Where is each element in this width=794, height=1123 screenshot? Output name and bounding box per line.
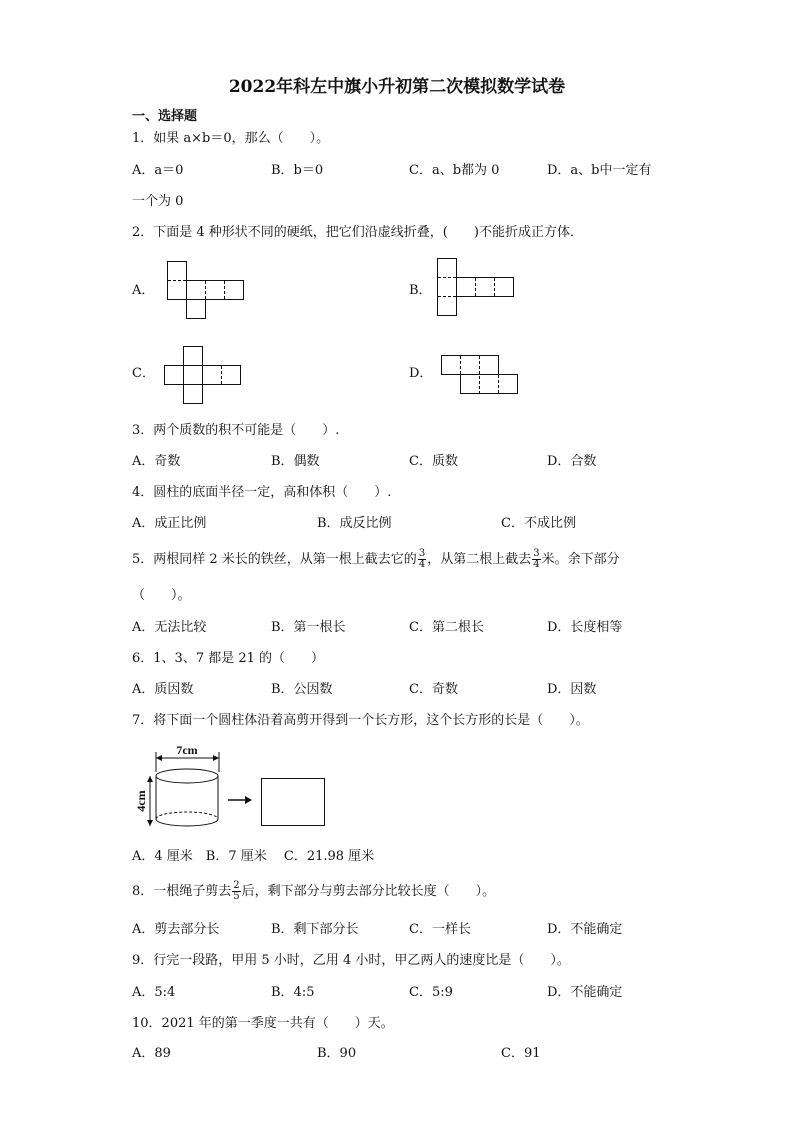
q3-option-c: C．质数 <box>409 454 458 469</box>
q8-text-part2: 后，剩下部分与剪去部分比较长度（ ）。 <box>241 884 496 899</box>
question-5-stem <box>132 545 620 575</box>
q1-option-b: B．b＝0 <box>271 163 324 178</box>
q5-fraction-1 <box>418 549 426 570</box>
q8-option-a: A．剪去部分长 <box>132 922 220 937</box>
q6-option-d: D．因数 <box>547 682 597 697</box>
q8-text-part1: 8．一根绳子剪去 <box>132 884 232 899</box>
cube-net-d-figure <box>441 355 523 397</box>
question-8-stem <box>132 877 495 907</box>
q7-options: A．4 厘米 B．7 厘米 C．21.98 厘米 <box>132 849 375 864</box>
q3-option-b: B．偶数 <box>271 454 320 469</box>
q6-option-a: A．质因数 <box>132 682 194 697</box>
q2-option-c: C． <box>132 366 155 381</box>
q5-fraction-2 <box>532 549 540 570</box>
cylinder-to-rectangle-figure <box>134 742 334 832</box>
q9-option-d: D．不能确定 <box>547 985 623 1000</box>
question-7-stem: 7．将下面一个圆柱体沿着高剪开得到一个长方形，这个长方形的长是（ ）。 <box>132 713 589 728</box>
q1-option-c: C．a、b都为 0 <box>409 163 500 178</box>
q5-option-c: C．第二根长 <box>409 620 484 635</box>
question-2-stem: 2．下面是 4 种形状不同的硬纸，把它们沿虚线折叠，( )不能折成正方体． <box>132 225 583 240</box>
q3-option-a: A．奇数 <box>132 454 181 469</box>
question-9-stem: 9．行完一段路，甲用 5 小时，乙用 4 小时，甲乙两人的速度比是（ ）。 <box>132 953 570 968</box>
q5-text-part2: ，从第二根上截去 <box>427 552 532 567</box>
q5-fraction-1-numerator: 3 <box>418 548 426 559</box>
q8-fraction-numerator: 2 <box>233 880 240 891</box>
q1-option-a: A．a＝0 <box>132 163 184 178</box>
q2-option-d: D． <box>409 366 433 381</box>
q1-option-d-continuation: 一个为 0 <box>132 194 184 209</box>
q2-option-a: A． <box>132 283 155 298</box>
q5-option-b: B．第一根长 <box>271 620 346 635</box>
q4-option-c: C．不成比例 <box>501 516 576 531</box>
q5-fraction-2-numerator: 3 <box>533 548 540 559</box>
q9-option-b: B．4:5 <box>271 985 315 1000</box>
cube-net-a-figure <box>167 261 247 321</box>
question-4-stem: 4．圆柱的底面半径一定，高和体积（ ）. <box>132 485 392 500</box>
q6-option-b: B．公因数 <box>271 682 333 697</box>
q4-option-a: A．成正比例 <box>132 516 207 531</box>
q8-option-d: D．不能确定 <box>547 922 623 937</box>
q9-option-c: C．5:9 <box>409 985 453 1000</box>
q5-option-d: D．长度相等 <box>547 620 623 635</box>
q5-stem-continuation: （ ）。 <box>132 588 191 603</box>
cylinder-height-label: 4cm <box>134 790 148 812</box>
q6-option-c: C．奇数 <box>409 682 458 697</box>
page-title: 2022年科左中旗小升初第二次模拟数学试卷 <box>228 77 566 97</box>
cube-net-b-figure <box>437 258 517 318</box>
q5-fraction-1-denominator: 4 <box>418 559 426 570</box>
q4-option-b: B．成反比例 <box>317 516 392 531</box>
q1-option-d: D．a、b中一定有 <box>547 163 652 178</box>
section-heading: 一、选择题 <box>132 109 198 124</box>
q8-fraction-denominator: 5 <box>233 891 240 902</box>
cylinder-width-label: 7cm <box>176 743 198 757</box>
q8-option-c: C．一样长 <box>409 922 471 937</box>
q10-option-c: C．91 <box>501 1046 541 1061</box>
q9-option-a: A．5:4 <box>132 985 176 1000</box>
q5-fraction-2-denominator: 4 <box>533 559 540 570</box>
question-6-stem: 6．1、3、7 都是 21 的（ ） <box>132 651 325 666</box>
q10-option-a: A．89 <box>132 1046 171 1061</box>
question-3-stem: 3．两个质数的积不可能是（ ）. <box>132 423 340 438</box>
q3-option-d: D．合数 <box>547 454 597 469</box>
q5-text-part1: 5．两根同样 2 米长的铁丝，从第一根上截去它的 <box>132 552 417 567</box>
question-10-stem: 10．2021 年的第一季度一共有（ ）天。 <box>132 1016 394 1031</box>
q8-fraction <box>232 881 240 902</box>
q2-option-b: B． <box>409 283 432 298</box>
q5-option-a: A．无法比较 <box>132 620 207 635</box>
q5-text-part3: 米。余下部分 <box>541 552 620 567</box>
q8-option-b: B．剩下部分长 <box>271 922 359 937</box>
q10-option-b: B．90 <box>317 1046 357 1061</box>
question-1-stem: 1．如果 a×b＝0，那么（ ）。 <box>132 131 330 146</box>
cube-net-c-figure <box>164 346 246 406</box>
